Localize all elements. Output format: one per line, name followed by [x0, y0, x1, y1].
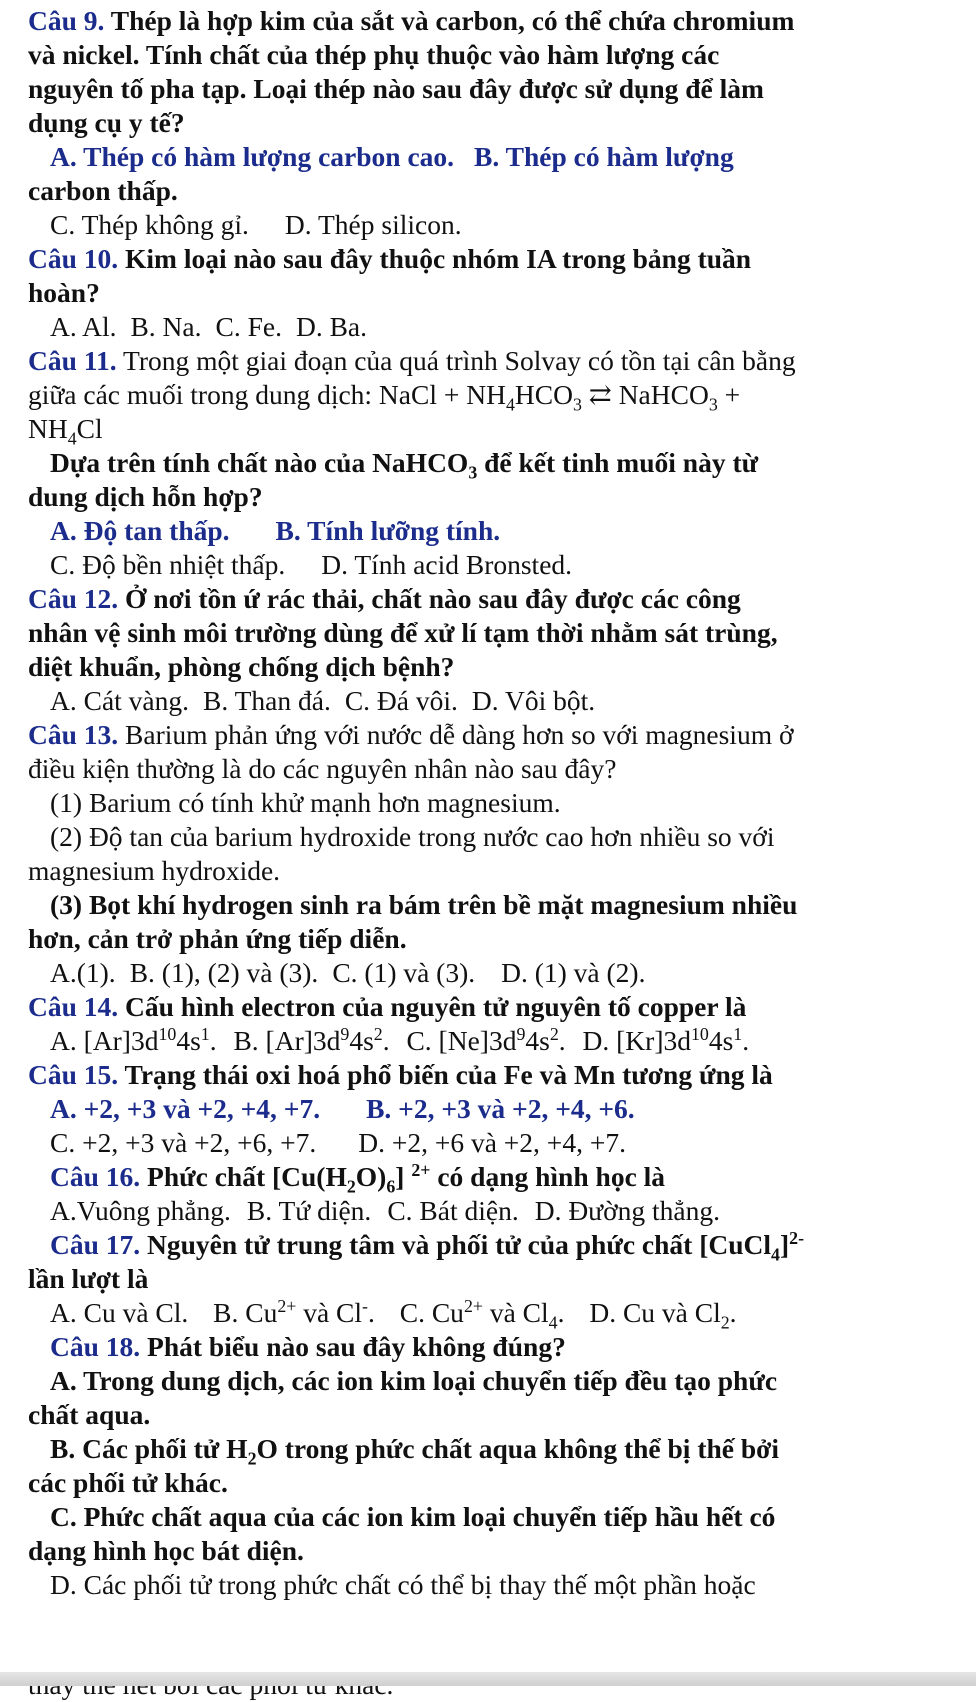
q11-equation-part-2: HCO — [514, 379, 573, 410]
q17-line-2: lần lượt là — [28, 1263, 149, 1294]
q16-text-4: có dạng hình học là — [430, 1161, 666, 1192]
q14-option-d: D. $[Kr]3d^{10}4s^1$. — [582, 1023, 750, 1056]
q18-option-a-line-2: chất aqua. — [28, 1399, 151, 1430]
q15-option-d: D. +2, +6 và +2, +4, +7. — [358, 1127, 626, 1158]
q11-nh4cl-sub: 4 — [67, 428, 77, 449]
q14-options — [50, 1024, 749, 1058]
q10-option-d: D. Ba. — [295, 311, 368, 342]
q16-text-2: O) — [355, 1161, 387, 1192]
q11-line-4 — [50, 446, 759, 483]
q12-option-b: B. Than đá. — [203, 685, 331, 716]
q17-charge: 2- — [789, 1227, 805, 1248]
q16-option-c: C. Bát diện. — [387, 1195, 519, 1226]
q18-option-b-text-2: O trong phức chất aqua không thể bị thế bởi — [256, 1433, 780, 1464]
q11-option-c: C. Độ bền nhiệt thấp. — [50, 549, 286, 580]
q13-statement-2: (2) Độ tan của barium hydroxide trong nước cao hơn nhiều so với — [50, 821, 775, 852]
q18-text: Phát biểu nào sau đây không đúng? — [140, 1331, 566, 1362]
q11-sub-1: 4 — [505, 394, 515, 415]
q13-statement-1: (1) Barium có tính khử mạnh hơn magnesium. — [50, 787, 561, 818]
q11-equation-part-4: + — [717, 379, 741, 410]
q15-option-a: A. +2, +3 và +2, +4, +7. — [50, 1093, 321, 1124]
q13-text: Barium phản ứng với nước dễ dàng hơn so với magnesium ở — [118, 719, 794, 750]
q16-options — [50, 1194, 720, 1228]
q15-line-1 — [28, 1058, 773, 1092]
q11-options-row-2 — [50, 548, 572, 582]
q18-line-1 — [50, 1330, 566, 1364]
q13-option-a: A.(1). — [50, 957, 116, 988]
q9-option-d: D. Thép silicon. — [284, 209, 462, 240]
q11-nh4cl-part-2: Cl — [76, 413, 103, 444]
q10-number: Câu 10. — [28, 243, 119, 274]
q16-sub-1: 2 — [346, 1176, 356, 1197]
q16-text-3: ] — [395, 1161, 412, 1192]
q17-sub: 4 — [771, 1244, 780, 1265]
q11-sub-3: 3 — [708, 394, 718, 415]
q14-option-b: B. $[Ar]3d^94s^2$. — [233, 1023, 390, 1056]
q9-line-4: dụng cụ y tế? — [28, 107, 185, 138]
q12-line-1 — [28, 582, 741, 616]
q15-option-b: B. +2, +3 và +2, +4, +6. — [366, 1093, 635, 1124]
q12-text: Ở nơi tồn ứ rác thải, chất nào sau đây được các công — [118, 583, 741, 614]
q11-option-a: A. Độ tan thấp. — [50, 515, 230, 546]
q13-options — [50, 956, 645, 990]
q12-option-a: A. Cát vàng. — [50, 685, 190, 716]
q12-line-3: diệt khuẩn, phòng chống dịch bệnh? — [28, 651, 455, 682]
q9-option-b: B. Thép có hàm lượng — [474, 141, 734, 172]
q14-option-a: A. $[Ar]3d^{10}4s^1$. — [50, 1023, 217, 1056]
q17-options — [50, 1295, 737, 1333]
q12-line-2: nhân vệ sinh môi trường dùng để xử lí tạm thời nhằm sát trùng, — [28, 617, 778, 648]
q17-line-1 — [50, 1227, 805, 1265]
q17-option-d: D. Cu và $Cl_2$. — [589, 1297, 737, 1333]
q14-option-c: C. $[Ne]3d^94s^2$. — [406, 1023, 566, 1056]
q11-option-b: B. Tính lưỡng tính. — [275, 515, 501, 546]
q9-option-a: A. Thép có hàm lượng carbon cao. — [50, 141, 455, 172]
q11-option-d: D. Tính acid Bronsted. — [321, 549, 573, 580]
q11-equation-part-3: ⇄ NaHCO — [581, 379, 709, 410]
q9-line-3: nguyên tố pha tạp. Loại thép nào sau đây được sử dụng để làm — [28, 73, 764, 104]
q10-option-a: A. Al. — [50, 311, 117, 342]
q13-option-d: D. (1) và (2). — [501, 957, 646, 988]
q10-option-c: C. Fe. — [215, 311, 282, 342]
q18-option-c-line-1: C. Phức chất aqua của các ion kim loại chuyển tiếp hầu hết có — [50, 1501, 776, 1532]
q13-option-c: C. (1) và (3). — [332, 957, 476, 988]
q13-number: Câu 13. — [28, 719, 119, 750]
q18-option-b-line-1 — [50, 1432, 780, 1469]
q14-line-1 — [28, 990, 746, 1024]
q16-charge: 2+ — [411, 1159, 431, 1180]
q10-text: Kim loại nào sau đây thuộc nhóm IA trong bảng tuần — [118, 243, 752, 274]
q17-text-1: Nguyên tử trung tâm và phối tử của phức chất [CuCl — [140, 1229, 772, 1260]
q10-line-2: hoàn? — [28, 277, 100, 308]
q16-option-b: B. Tứ diện. — [246, 1195, 372, 1226]
q15-options-row-2 — [50, 1126, 626, 1160]
q12-option-c: C. Đá vôi. — [344, 685, 458, 716]
q13-line-2: điều kiện thường là do các nguyên nhân nào sau đây? — [28, 753, 617, 784]
q18-number: Câu 18. — [50, 1331, 141, 1362]
q9-text: Thép là hợp kim của sắt và carbon, có thể chứa chromium — [104, 5, 795, 36]
q16-text-1: Phức chất [Cu(H — [140, 1161, 347, 1192]
q10-options — [50, 310, 367, 344]
q18-option-a-line-1: A. Trong dung dịch, các ion kim loại chuyển tiếp đều tạo phức — [50, 1365, 778, 1396]
q13-option-b: B. (1), (2) và (3). — [129, 957, 319, 988]
q12-number: Câu 12. — [28, 583, 119, 614]
q10-option-b: B. Na. — [130, 311, 202, 342]
q13-statement-3-cont: hơn, cản trở phản ứng tiếp diễn. — [28, 923, 407, 954]
q11-equation-part-1: giữa các muối trong dung dịch: NaCl + NH — [28, 379, 506, 410]
q14-number: Câu 14. — [28, 991, 119, 1022]
q11-options-row-1 — [50, 514, 500, 548]
q9-options-row-2 — [50, 208, 462, 242]
q11-line-3 — [28, 412, 103, 449]
q11-text: Trong một giai đoạn của quá trình Solvay có tồn tại cân bằng — [116, 345, 796, 376]
q11-line-2 — [28, 378, 741, 415]
q18-option-c-line-2: dạng hình học bát diện. — [28, 1535, 304, 1566]
q10-line-1 — [28, 242, 751, 276]
q12-option-d: D. Vôi bột. — [471, 685, 596, 716]
q16-sub-2: 6 — [386, 1176, 396, 1197]
q18-option-b-sub: 2 — [247, 1448, 257, 1469]
q13-statement-3: (3) Bọt khí hydrogen sinh ra bám trên bề mặt magnesium nhiều — [50, 889, 798, 920]
q15-option-c: C. +2, +3 và +2, +6, +7. — [50, 1127, 317, 1158]
q16-line-1 — [50, 1159, 666, 1197]
q18-option-b-line-2: các phối tử khác. — [28, 1467, 228, 1498]
q9-option-c: C. Thép không gỉ. — [50, 209, 249, 240]
q11-line-1 — [28, 344, 796, 378]
q15-text: Trạng thái oxi hoá phổ biến của Fe và Mn tương ứng là — [118, 1059, 773, 1090]
q17-option-c: C. $Cu^{2+}$ và $Cl_4$. — [399, 1295, 565, 1333]
q11-question-part-1: Dựa trên tính chất nào của NaHCO — [50, 447, 469, 478]
q9-number: Câu 9. — [28, 5, 105, 36]
q11-sub-2: 3 — [572, 394, 582, 415]
q11-line-5: dung dịch hỗn hợp? — [28, 481, 263, 512]
q11-nh4cl-part-1: NH — [28, 413, 68, 444]
q9-options-row-1 — [50, 140, 734, 174]
q18-option-d-line-1: D. Các phối tử trong phức chất có thể bị thay thế một phần hoặc — [50, 1569, 756, 1600]
q18-option-b-text-1: B. Các phối tử H — [50, 1433, 248, 1464]
q17-number: Câu 17. — [50, 1229, 141, 1260]
q11-question-part-2: để kết tinh muối này từ — [477, 447, 759, 478]
q9-option-b-cont: carbon thấp. — [28, 175, 178, 206]
page-bottom-edge — [0, 1672, 976, 1686]
q17-option-a: A. Cu và Cl. — [50, 1297, 189, 1328]
q13-statement-2-cont: magnesium hydroxide. — [28, 855, 281, 886]
q17-text-2: ] — [779, 1229, 790, 1260]
q15-number: Câu 15. — [28, 1059, 119, 1090]
q13-line-1 — [28, 718, 794, 752]
q14-text: Cấu hình electron của nguyên tử nguyên tố copper là — [118, 991, 747, 1022]
q9-line-2: và nickel. Tính chất của thép phụ thuộc vào hàm lượng các — [28, 39, 720, 70]
q12-options — [50, 684, 595, 718]
q9-line-1 — [28, 4, 794, 38]
q16-number: Câu 16. — [50, 1161, 141, 1192]
q17-option-b: B. $Cu^{2+}$ và Cl-. — [213, 1295, 375, 1328]
q16-option-a: A.Vuông phẳng. — [50, 1195, 231, 1226]
q16-option-d: D. Đường thẳng. — [534, 1195, 720, 1226]
q11-question-sub: 3 — [468, 462, 478, 483]
q11-number: Câu 11. — [28, 345, 117, 376]
q15-options-row-1 — [50, 1092, 635, 1126]
